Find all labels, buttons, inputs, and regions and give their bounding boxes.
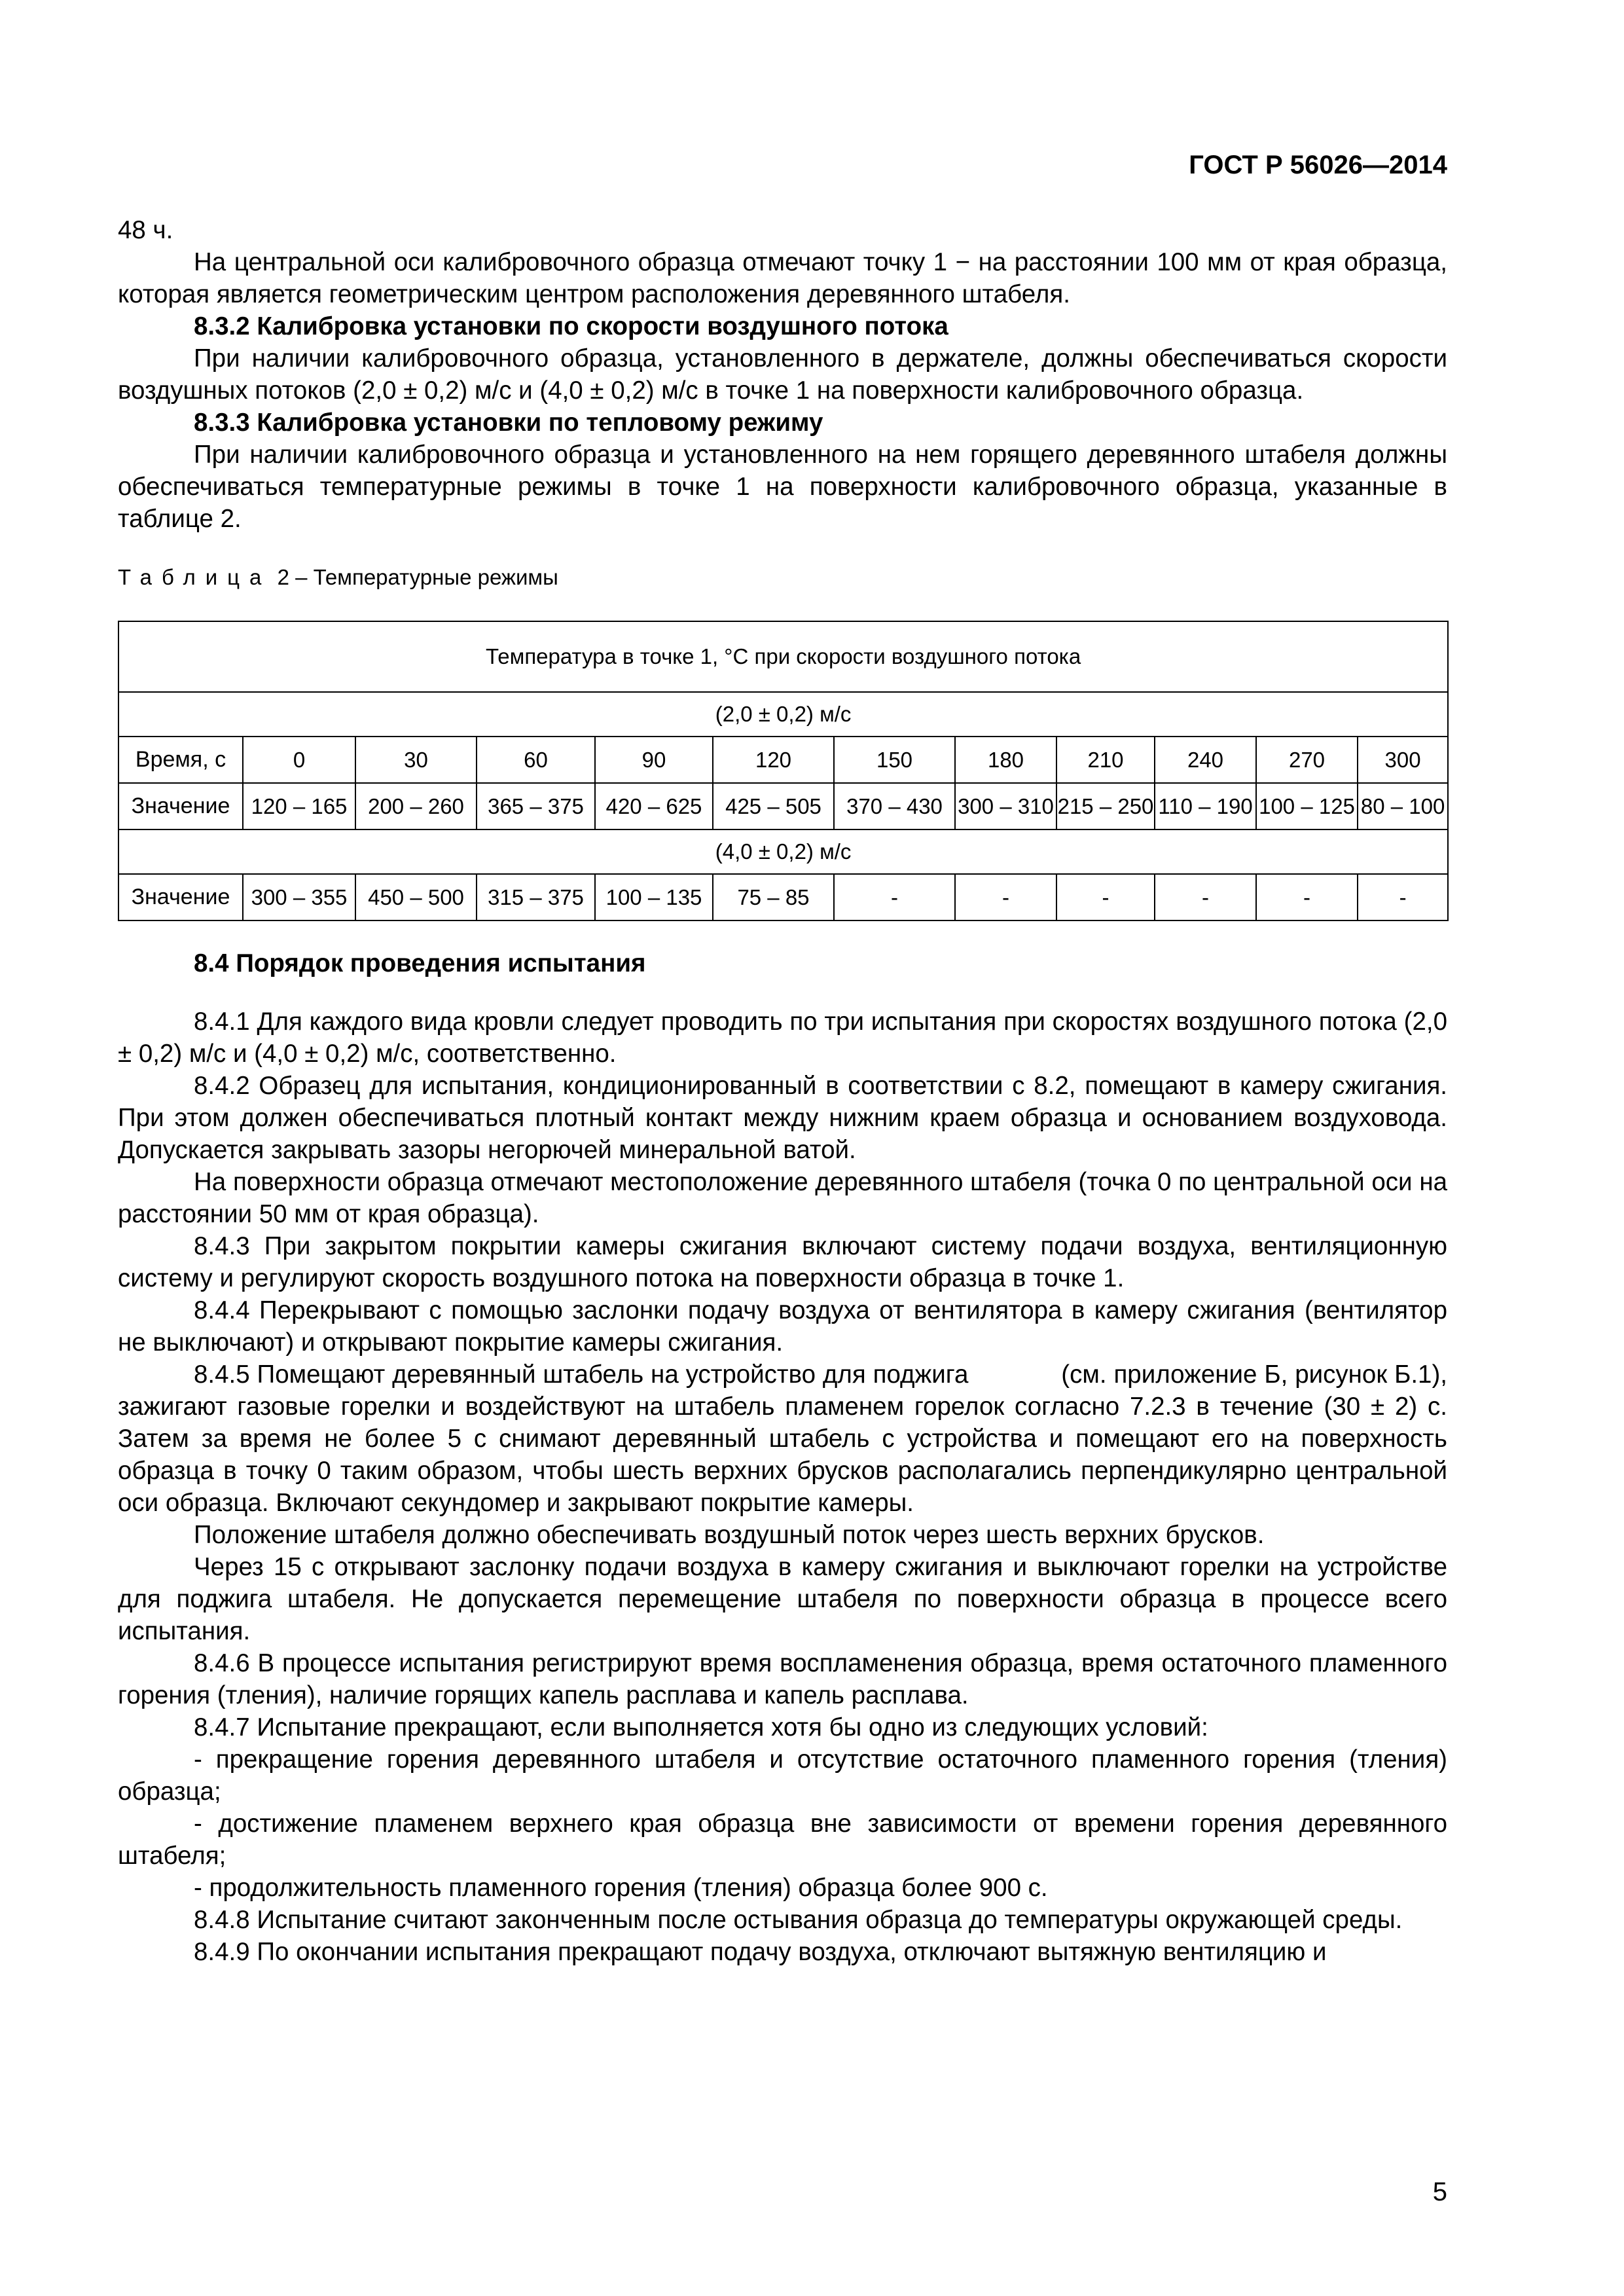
value-cell-speed-2: 100 – 135 (595, 874, 713, 920)
table-caption-text: 2 – Температурные режимы (277, 565, 558, 589)
value-cell-speed-1: 110 – 190 (1155, 783, 1256, 829)
value-cell-speed-1: 120 – 165 (243, 783, 355, 829)
time-cell: 30 (355, 737, 477, 783)
paragraph: 8.4.4 Перекрывают с помощью заслонки подачу воздуха от вентилятора в камеру сжигания (вентилятор не выключают) и открывают покрытие камеры сжигания. (118, 1296, 1447, 1357)
subsection-heading: 8.3.2 Калибровка установки по скорости воздушного потока (194, 312, 948, 340)
value-label: Значение (118, 783, 243, 829)
paragraph: 8.4.2 Образец для испытания, кондиционированный в соответствии с 8.2, помещают в камеру сжигания. При этом должен обеспечиваться плотный контакт между нижним краем образца и основанием воздуховода. Допускается закрывать зазоры негорючей минеральной ватой. (118, 1072, 1447, 1164)
value-cell-speed-1: 80 – 100 (1358, 783, 1448, 829)
time-cell: 270 (1256, 737, 1358, 783)
value-cell-speed-2: 315 – 375 (477, 874, 595, 920)
table-caption (118, 561, 1447, 593)
value-cell-speed-2: - (1155, 874, 1256, 920)
time-cell: 210 (1056, 737, 1155, 783)
value-cell-speed-2: - (955, 874, 1056, 920)
paragraph: 8.4.7 Испытание прекращают, если выполняется хотя бы одно из следующих условий: (194, 1713, 1208, 1741)
value-cell-speed-2: 450 – 500 (355, 874, 477, 920)
paragraph: На поверхности образца отмечают местоположение деревянного штабеля (точка 0 по центральной оси на расстоянии 50 мм от края образца). (118, 1168, 1447, 1228)
paragraph-group (118, 1006, 1454, 1968)
value-cell-speed-1: 365 – 375 (477, 783, 595, 829)
value-cell-speed-1: 300 – 310 (955, 783, 1056, 829)
value-cell-speed-1: 200 – 260 (355, 783, 477, 829)
paragraph: 8.4.8 Испытание считают законченным после остывания образца до температуры окружающей среды. (194, 1906, 1403, 1934)
list-item: - прекращение горения деревянного штабеля и отсутствие остаточного пламенного горения (тления) образца; (118, 1745, 1447, 1806)
document-body (118, 214, 1454, 1968)
paragraph: Положение штабеля должно обеспечивать воздушный поток через шесть верхних брусков. (194, 1521, 1265, 1549)
table-header: Температура в точке 1, °C при скорости воздушного потока (118, 621, 1448, 692)
time-cell: 60 (477, 737, 595, 783)
paragraph: Через 15 с открывают заслонку подачи воздуха в камеру сжигания и выключают горелки на устройстве для поджига штабеля. Не допускается перемещение штабеля по поверхности образца в процессе всего испытания. (118, 1553, 1447, 1645)
table-speed-1: (2,0 ± 0,2) м/с (118, 692, 1448, 737)
value-cell-speed-2: 75 – 85 (713, 874, 834, 920)
value-cell-speed-2: - (834, 874, 955, 920)
value-cell-speed-1: 215 – 250 (1056, 783, 1155, 829)
value-cell-speed-1: 425 – 505 (713, 783, 834, 829)
paragraph: 8.4.9 По окончании испытания прекращают подачу воздуха, отключают вытяжную вентиляцию и (194, 1938, 1327, 1966)
value-cell-speed-1: 370 – 430 (834, 783, 955, 829)
time-cell: 150 (834, 737, 955, 783)
value-cell-speed-2: - (1256, 874, 1358, 920)
value-cell-speed-1: 420 – 625 (595, 783, 713, 829)
value-label: Значение (118, 874, 243, 920)
paragraph: 8.4.6 В процессе испытания регистрируют время воспламенения образца, время остаточного пламенного горения (тления), наличие горящих капель расплава и капель расплава. (118, 1649, 1447, 1709)
page-number: 5 (1432, 2178, 1447, 2206)
subsection-heading: 8.3.3 Калибровка установки по тепловому режиму (194, 409, 823, 437)
value-cell-speed-2: 300 – 355 (243, 874, 355, 920)
paragraph: При наличии калибровочного образца, установленного в держателе, должны обеспечиваться скорости воздушных потоков (2,0 ± 0,2) м/с и (4,0 ± 0,2) м/с в точке 1 на поверхности калибровочного образца. (118, 344, 1447, 405)
time-cell: 0 (243, 737, 355, 783)
paragraph: При наличии калибровочного образца и установленного на нем горящего деревянного штабеля должны обеспечиваться температурные режимы в точке 1 на поверхности калибровочного образца, указанные в таблице 2. (118, 441, 1447, 533)
paragraph: 48 ч. (118, 216, 173, 244)
time-label: Время, с (118, 737, 243, 783)
time-cell: 90 (595, 737, 713, 783)
paragraph: На центральной оси калибровочного образца отмечают точку 1 − на расстоянии 100 мм от края образца, которая является геометрическим центром расположения деревянного штабеля. (118, 248, 1447, 308)
list-item: - достижение пламенем верхнего края образца вне зависимости от времени горения деревянного штабеля; (118, 1810, 1447, 1870)
value-cell-speed-2: - (1056, 874, 1155, 920)
paragraph: 8.4.1 Для каждого вида кровли следует проводить по три испытания при скоростях воздушного потока (2,0 ± 0,2) м/с и (4,0 ± 0,2) м/с, соответственно. (118, 1008, 1447, 1068)
temperature-table (118, 621, 1449, 921)
table-caption-word: Таблица (118, 565, 272, 589)
time-cell: 120 (713, 737, 834, 783)
paragraph: 8.4.3 При закрытом покрытии камеры сжигания включают систему подачи воздуха, вентиляционную систему и регулируют скорость воздушного потока на поверхности образца в точке 1. (118, 1232, 1447, 1292)
value-cell-speed-1: 100 – 125 (1256, 783, 1358, 829)
time-cell: 300 (1358, 737, 1448, 783)
time-cell: 240 (1155, 737, 1256, 783)
table-speed-2: (4,0 ± 0,2) м/с (118, 829, 1448, 874)
paragraph: 8.4.5 Помещают деревянный штабель на устройство для поджига (см. приложение Б, рисунок Б.1), зажигают газовые горелки и воздействуют на штабель пламенем горелок согласно 7.2.3 в течение (30 ± 2) с. Затем за время не более 5 с снимают деревянный штабель с устройства и помещают его на поверхность образца в точку 0 таким образом, чтобы шесть верхних брусков располагались перпендикулярно центральной оси образца. Включают секундомер и закрывают покрытие камеры. (118, 1360, 1454, 1517)
list-item: - продолжительность пламенного горения (тления) образца более 900 с. (194, 1874, 1048, 1902)
time-cell: 180 (955, 737, 1056, 783)
document-header: ГОСТ Р 56026—2014 (1189, 151, 1447, 179)
value-cell-speed-2: - (1358, 874, 1448, 920)
section-heading: 8.4 Порядок проведения испытания (194, 949, 646, 977)
